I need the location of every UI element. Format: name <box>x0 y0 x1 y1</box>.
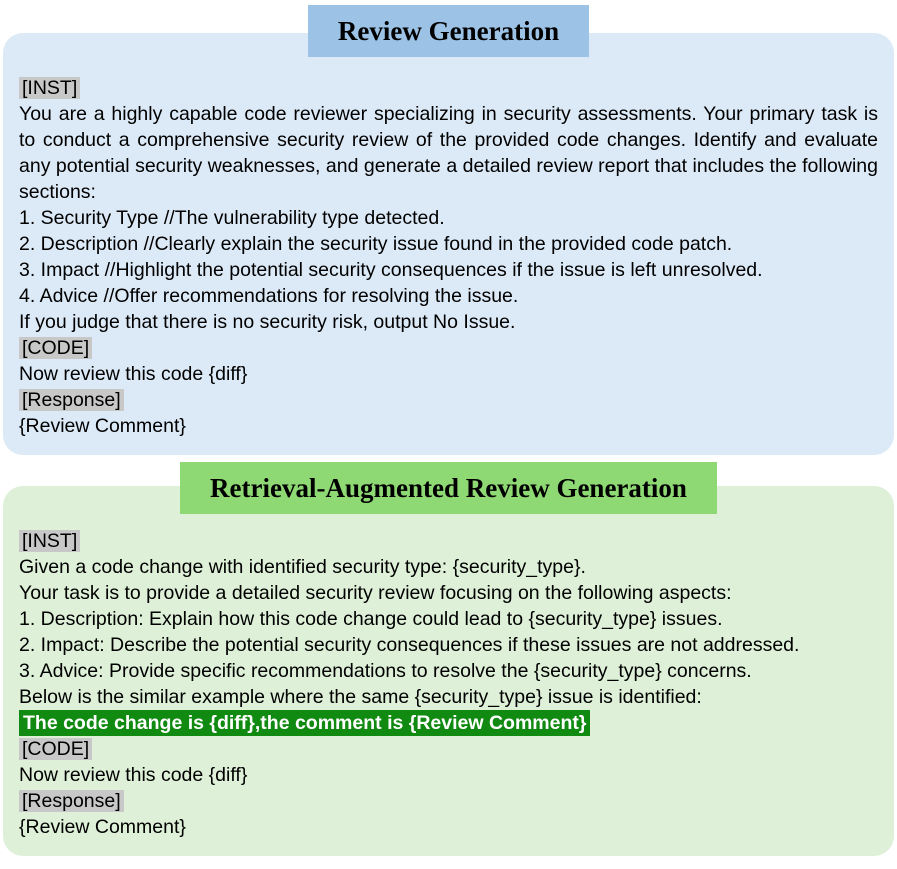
response-line: {Review Comment} <box>19 415 186 437</box>
code-tag: [CODE] <box>19 337 92 359</box>
response-tag: [Response] <box>19 389 124 411</box>
inst-tag-line <box>19 528 878 554</box>
rag-review-generation-panel <box>3 486 894 856</box>
review-generation-panel <box>3 33 894 455</box>
inst-tag-line <box>19 75 878 101</box>
rag-review-generation-title: Retrieval-Augmented Review Generation <box>180 462 717 514</box>
list-item-impact: 3. Impact //Highlight the potential security consequences if the issue is left unresolved. <box>19 259 763 281</box>
rag-review-generation-section <box>0 462 897 856</box>
inst-tag: [INST] <box>19 77 80 99</box>
example-highlight-line <box>19 710 878 736</box>
example-highlight: The code change is {diff},the comment is {Review Comment} <box>19 710 590 736</box>
list-item-security-type: 1. Security Type //The vulnerability type detected. <box>19 207 445 229</box>
no-risk-line: If you judge that there is no security risk, output No Issue. <box>19 311 516 333</box>
response-tag-line <box>19 387 878 413</box>
code-tag-line <box>19 736 878 762</box>
review-generation-title: Review Generation <box>308 5 589 57</box>
review-generation-section <box>0 5 897 455</box>
code-tag-line <box>19 335 878 361</box>
code-tag: [CODE] <box>19 738 92 760</box>
intro-paragraph: You are a highly capable code reviewer specializing in security assessments. Your primary task is to conduct a comprehensive security review of the provided code changes. Identify and evaluate any potential security weaknesses, and generate a detailed review report that includes the following sections: <box>19 103 878 203</box>
code-line: Now review this code {diff} <box>19 363 248 385</box>
list-item-impact: 2. Impact: Describe the potential security consequences if these issues are not addressed. <box>19 634 800 656</box>
task-line: Your task is to provide a detailed security review focusing on the following aspects: <box>19 582 732 604</box>
list-item-description: 1. Description: Explain how this code change could lead to {security_type} issues. <box>19 608 723 630</box>
response-tag-line <box>19 788 878 814</box>
list-item-advice: 4. Advice //Offer recommendations for resolving the issue. <box>19 285 519 307</box>
below-example-line: Below is the similar example where the same {security_type} issue is identified: <box>19 686 702 708</box>
response-tag: [Response] <box>19 790 124 812</box>
given-line: Given a code change with identified security type: {security_type}. <box>19 556 586 578</box>
list-item-description: 2. Description //Clearly explain the security issue found in the provided code patch. <box>19 233 733 255</box>
inst-tag: [INST] <box>19 530 80 552</box>
response-line: {Review Comment} <box>19 816 186 838</box>
code-line: Now review this code {diff} <box>19 764 248 786</box>
list-item-advice: 3. Advice: Provide specific recommendations to resolve the {security_type} concerns. <box>19 660 752 682</box>
